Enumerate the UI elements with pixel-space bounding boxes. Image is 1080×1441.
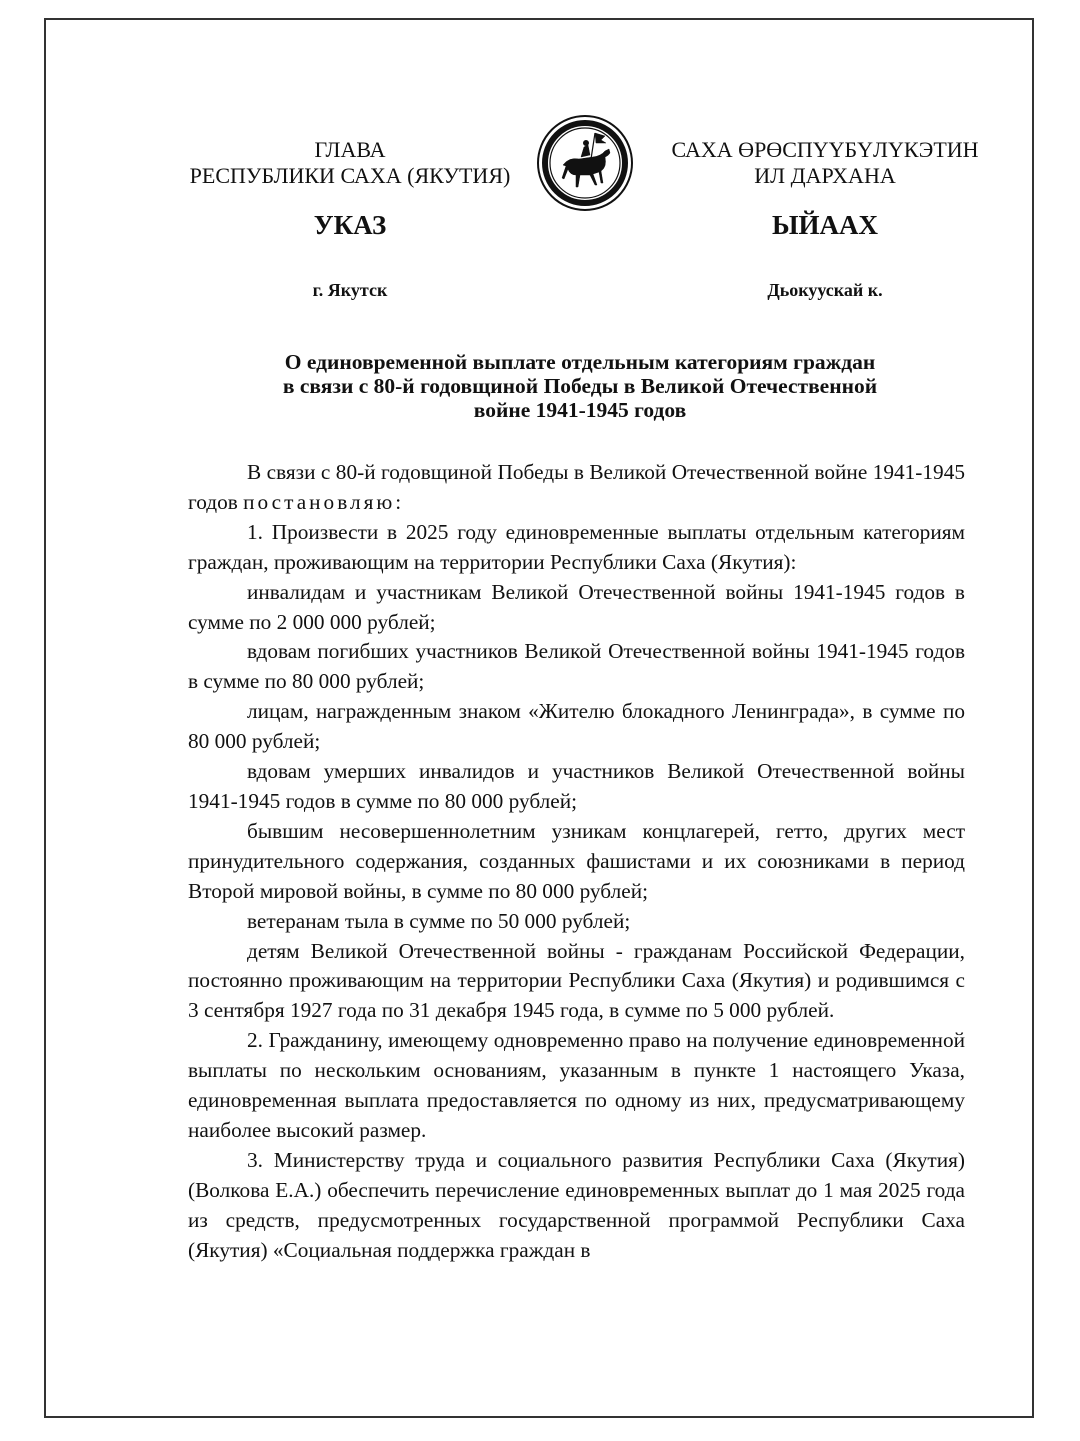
header-right-line1: САХА ӨРӨСПҮҮБҮЛҮКЭТИН	[671, 137, 979, 162]
decree-title-ru: УКАЗ	[313, 210, 387, 240]
preamble-text: В связи с 80-й годовщиной Победы в Великой Отечественной войне 1941-1945 годов	[188, 460, 965, 514]
preamble	[188, 458, 965, 518]
document-title	[180, 350, 980, 422]
document-title-line2: в связи с 80-й годовщиной Победы в Великой Отечественной	[282, 374, 878, 398]
decree-title-sah: ЫЙААХ	[771, 210, 878, 240]
header-left	[180, 137, 520, 189]
item-1-category: детям Великой Отечественной войны - гражданам Российской Федерации, постоянно проживающим на территории Республики Саха (Якутия) и родившимся с 3 сентября 1927 года по 31 декабря 1945 года, в сумме по 5 000 рублей.	[188, 938, 965, 1023]
city-ru: г. Якутск	[312, 280, 388, 300]
coat-of-arms-icon	[535, 113, 635, 213]
item-1-category: вдовам умерших инвалидов и участников Великой Отечественной войны 1941-1945 годов в сумме по 80 000 рублей;	[188, 759, 965, 813]
document-title-line1: О единовременной выплате отдельным категориям граждан	[284, 350, 876, 374]
item-1-category: бывшим несовершеннолетним узникам концлагерей, гетто, других мест принудительного содержания, созданных фашистами и их союзниками в период Второй мировой войны, в сумме по 80 000 рублей;	[188, 818, 965, 903]
item-1-category: инвалидам и участникам Великой Отечественной войны 1941-1945 годов в сумме по 2 000 000 рублей;	[188, 579, 965, 634]
item-1-intro: 1. Произвести в 2025 году единовременные выплаты отдельным категориям граждан, проживающим на территории Республики Саха (Якутия):	[188, 519, 965, 574]
item-1-category: ветеранам тыла в сумме по 50 000 рублей;	[247, 908, 631, 933]
document-title-line3: войне 1941-1945 годов	[473, 398, 687, 422]
item-1-category: вдовам погибших участников Великой Отечественной войны 1941-1945 годов в сумме по 80 000 рублей;	[188, 639, 965, 694]
document-body	[188, 458, 965, 1265]
header-left-line1: ГЛАВА	[314, 137, 386, 162]
item-1-category: лицам, награжденным знаком «Жителю блокадного Ленинграда», в сумме по 80 000 рублей;	[188, 699, 965, 754]
city-sah: Дьокуускай к.	[767, 280, 883, 300]
header-left-line2: РЕСПУБЛИКИ САХА (ЯКУТИЯ)	[189, 163, 511, 188]
header-right	[665, 137, 985, 189]
item-3: 3. Министерству труда и социального развития Республики Саха (Якутия) (Волкова Е.А.) обеспечить перечисление единовременных выплат до 1 мая 2025 года из средств, предусмотренных государственной программой Республики Саха (Якутия) «Социальная поддержка граждан в	[188, 1147, 965, 1262]
preamble-decree-word: постановляю:	[243, 489, 405, 514]
header-right-line2: ИЛ ДАРХАНА	[754, 163, 896, 188]
item-2: 2. Гражданину, имеющему одновременно право на получение единовременной выплаты по нескольким основаниям, указанным в пункте 1 настоящего Указа, единовременная выплата предоставляется по одному из них, предусматривающему наиболее высокий размер.	[188, 1028, 965, 1142]
